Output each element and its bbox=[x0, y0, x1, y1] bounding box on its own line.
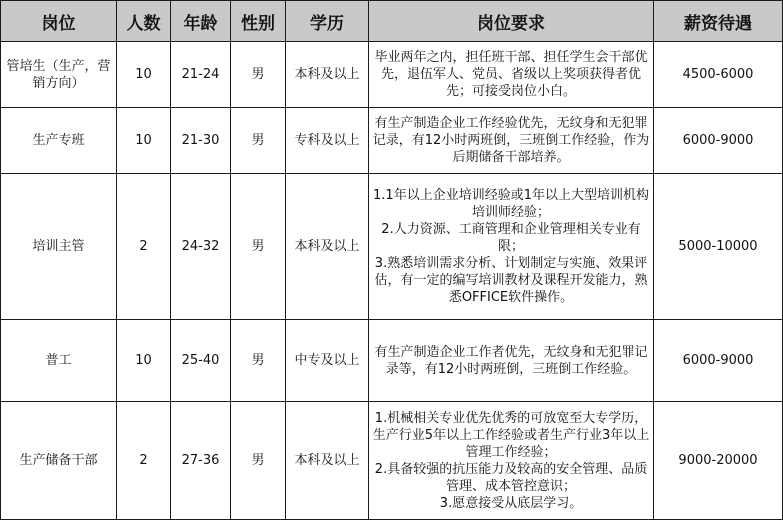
age-cell: 21-24 bbox=[171, 42, 231, 108]
header-requirements: 岗位要求 bbox=[369, 1, 654, 42]
requirement-line: 毕业两年之内，担任班干部、担任学生会干部优先，退伍军人、党员、省级以上奖项获得者优先；可接受岗位小白。 bbox=[374, 50, 648, 99]
requirement-line: 2.具备较强的抗压能力及较高的安全管理、品质管理、成本管控意识； bbox=[374, 461, 648, 494]
table-row bbox=[1, 42, 783, 108]
requirement-line: 1.机械相关专业优先优秀的可放宽至大专学历，生产行业5年以上工作经验或者生产行业3年以上管理工作经验； bbox=[372, 410, 650, 460]
table-row bbox=[1, 174, 783, 320]
requirement-line: 有生产制造企业工作者优先，无纹身和无犯罪记录等，有12小时两班倒，三班倒工作经验。 bbox=[374, 344, 648, 377]
position-cell: 普工 bbox=[1, 320, 117, 402]
header-education: 学历 bbox=[286, 1, 369, 42]
header-position: 岗位 bbox=[1, 1, 117, 42]
requirement-line: 3.愿意接受从底层学习。 bbox=[439, 495, 583, 511]
header-salary: 薪资待遇 bbox=[654, 1, 783, 42]
salary-cell: 5000-10000 bbox=[654, 174, 783, 320]
position-cell: 生产专班 bbox=[1, 108, 117, 174]
position-cell: 生产储备干部 bbox=[1, 402, 117, 520]
age-cell: 27-36 bbox=[171, 402, 231, 520]
salary-cell: 6000-9000 bbox=[654, 108, 783, 174]
count-cell: 2 bbox=[117, 174, 171, 320]
salary-cell: 6000-9000 bbox=[654, 320, 783, 402]
table-row bbox=[1, 320, 783, 402]
requirement-line: 2.人力资源、工商管理和企业管理相关专业有限； bbox=[381, 222, 641, 254]
count-cell: 2 bbox=[117, 402, 171, 520]
age-cell: 21-30 bbox=[171, 108, 231, 174]
requirements-cell bbox=[369, 42, 654, 108]
requirements-cell bbox=[369, 174, 654, 320]
education-cell: 中专及以上 bbox=[286, 320, 369, 402]
position-cell: 培训主管 bbox=[1, 174, 117, 320]
count-cell: 10 bbox=[117, 42, 171, 108]
header-age: 年龄 bbox=[171, 1, 231, 42]
gender-cell: 男 bbox=[231, 108, 286, 174]
salary-cell: 9000-20000 bbox=[654, 402, 783, 520]
age-cell: 24-32 bbox=[171, 174, 231, 320]
age-cell: 25-40 bbox=[171, 320, 231, 402]
count-cell: 10 bbox=[117, 320, 171, 402]
requirements-cell bbox=[369, 402, 654, 520]
education-cell: 本科及以上 bbox=[286, 42, 369, 108]
gender-cell: 男 bbox=[231, 42, 286, 108]
gender-cell: 男 bbox=[231, 320, 286, 402]
position-cell: 管培生（生产，营销方向） bbox=[1, 42, 117, 108]
count-cell: 10 bbox=[117, 108, 171, 174]
requirements-cell bbox=[369, 320, 654, 402]
header-gender: 性别 bbox=[231, 1, 286, 42]
gender-cell: 男 bbox=[231, 174, 286, 320]
table-row bbox=[1, 108, 783, 174]
education-cell: 本科及以上 bbox=[286, 174, 369, 320]
requirement-line: 1.1年以上企业培训经验或1年以上大型培训机构培训师经验； bbox=[373, 188, 649, 220]
requirement-line: 有生产制造企业工作经验优先，无纹身和无犯罪记录，有12小时两班倒，三班倒工作经验，作为后期储备干部培养。 bbox=[372, 116, 650, 165]
header-row bbox=[1, 1, 783, 42]
salary-cell: 4500-6000 bbox=[654, 42, 783, 108]
requirements-cell bbox=[369, 108, 654, 174]
table-row bbox=[1, 402, 783, 520]
education-cell: 专科及以上 bbox=[286, 108, 369, 174]
education-cell: 本科及以上 bbox=[286, 402, 369, 520]
requirement-line: 3.熟悉培训需求分析、计划制定与实施、效果评估，有一定的编写培训教材及课程开发能力，熟悉OFFICE软件操作。 bbox=[374, 256, 648, 305]
gender-cell: 男 bbox=[231, 402, 286, 520]
header-count: 人数 bbox=[117, 1, 171, 42]
